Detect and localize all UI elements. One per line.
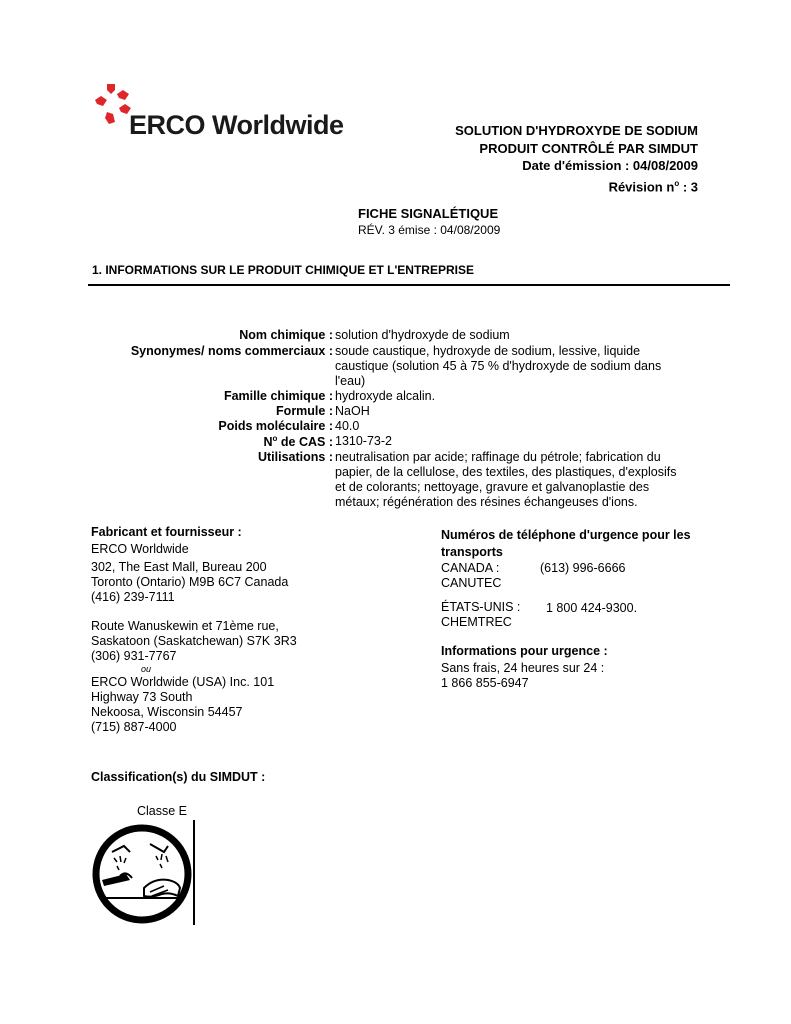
manufacturer-heading: Fabricant et fournisseur : <box>91 525 242 539</box>
address-2-line-3: (306) 931-7767 <box>91 649 177 663</box>
address-1-line-1: 302, The East Mall, Bureau 200 <box>91 560 267 574</box>
uses-line-3: et de colorants; nettoyage, gravure et galvanoplastie des <box>335 480 650 494</box>
chemtrec-label: CHEMTREC <box>441 615 512 629</box>
document-revision: RÉV. 3 émise : 04/08/2009 <box>358 223 501 237</box>
emergency-heading-line-1: Numéros de téléphone d'urgence pour les <box>441 528 691 542</box>
manufacturer-name: ERCO Worldwide <box>91 542 189 556</box>
cas-suffix: de CAS : <box>277 435 333 450</box>
revision-prefix: Révision n <box>608 178 675 194</box>
address-3-line-3: Nekoosa, Wisconsin 54457 <box>91 705 243 719</box>
family-value: hydroxyde alcalin. <box>335 389 436 403</box>
info-line-2: 1 866 855-6947 <box>441 676 529 690</box>
revision-suffix: : 3 <box>679 178 698 194</box>
address-2 <box>91 619 411 664</box>
address-1-line-3: (416) 239-7111 <box>91 590 175 604</box>
class-label: Classe E <box>137 804 188 818</box>
address-3-line-1: ERCO Worldwide (USA) Inc. 101 <box>91 675 275 689</box>
cas-value: 1310-73-2 <box>335 434 392 448</box>
chemical-name-value: solution d'hydroxyde de sodium <box>335 328 510 342</box>
cas-sup: o <box>272 434 278 443</box>
or-separator: ou <box>141 664 152 674</box>
uses-label: Utilisations : <box>257 450 333 464</box>
emergency-block <box>441 527 721 691</box>
chemical-name-label: Nom chimique : <box>239 328 333 342</box>
info-lines <box>441 661 721 691</box>
document-header <box>455 122 698 195</box>
uses-line-2: papier, de la cellulose, des textiles, des plastiques, d'explosifs <box>335 465 677 479</box>
revision-sup: o <box>674 178 680 188</box>
issue-date: Date d'émission : 04/08/2009 <box>522 158 698 173</box>
address-1-line-2: Toronto (Ontario) M9B 6C7 Canada <box>91 575 289 589</box>
corrosive-symbol-icon <box>90 822 194 926</box>
canutec-label: CANUTEC <box>441 576 502 590</box>
address-2-line-2: Saskatoon (Saskatchewan) S7K 3R3 <box>91 634 297 648</box>
address-3-line-2: Highway 73 South <box>91 690 193 704</box>
synonyms-line-1: soude caustique, hydroxyde de sodium, lessive, liquide <box>335 344 641 358</box>
us-phone: 1 800 424-9300. <box>546 601 638 615</box>
formula-value: NaOH <box>335 404 370 418</box>
canada-row <box>441 561 721 597</box>
manufacturer-block <box>91 525 411 735</box>
canada-phone: (613) 996-6666 <box>540 561 626 575</box>
classification-heading: Classification(s) du SIMDUT : <box>91 770 266 784</box>
cas-prefix: N <box>263 435 273 450</box>
address-3-line-4: (715) 887-4000 <box>91 720 177 734</box>
emergency-heading <box>441 527 721 561</box>
us-label: ÉTATS-UNIS : <box>441 600 521 614</box>
company-logo <box>93 82 343 142</box>
brand-name: ERCO Worldwide <box>129 110 344 140</box>
address-3 <box>91 675 411 735</box>
document-title: FICHE SIGNALÉTIQUE <box>358 206 499 221</box>
info-heading: Informations pour urgence : <box>441 644 608 658</box>
controlled-product: PRODUIT CONTRÔLÉ PAR SIMDUT <box>479 140 698 156</box>
uses-line-4: métaux; régénération des résines échangeuses d'ions. <box>335 495 638 509</box>
cas-label <box>88 434 333 449</box>
synonyms-line-3: l'eau) <box>335 374 366 388</box>
info-line-1: Sans frais, 24 heures sur 24 : <box>441 661 605 675</box>
weight-value: 40.0 <box>335 419 360 433</box>
emergency-heading-line-2: transports <box>441 545 503 559</box>
weight-label: Poids moléculaire : <box>218 419 333 433</box>
revision <box>455 175 698 196</box>
product-name: SOLUTION D'HYDROXYDE DE SODIUM <box>455 123 698 138</box>
address-2-line-1: Route Wanuskewin et 71ème rue, <box>91 619 279 633</box>
address-1 <box>91 560 411 605</box>
uses-value <box>335 450 676 510</box>
us-row <box>441 600 721 644</box>
uses-line-1: neutralisation par acide; raffinage du pétrole; fabrication du <box>335 450 661 464</box>
canada-label: CANADA : <box>441 561 500 575</box>
family-label: Famille chimique : <box>223 389 333 403</box>
synonyms-value <box>335 344 661 389</box>
section-title: 1. INFORMATIONS SUR LE PRODUIT CHIMIQUE ET L'ENTREPRISE <box>92 263 474 277</box>
section-divider <box>88 284 730 286</box>
synonyms-label: Synonymes/ noms commerciaux : <box>130 344 333 358</box>
synonyms-line-2: caustique (solution 45 à 75 % d'hydroxyde de sodium dans <box>335 359 662 373</box>
formula-label: Formule : <box>276 404 333 418</box>
